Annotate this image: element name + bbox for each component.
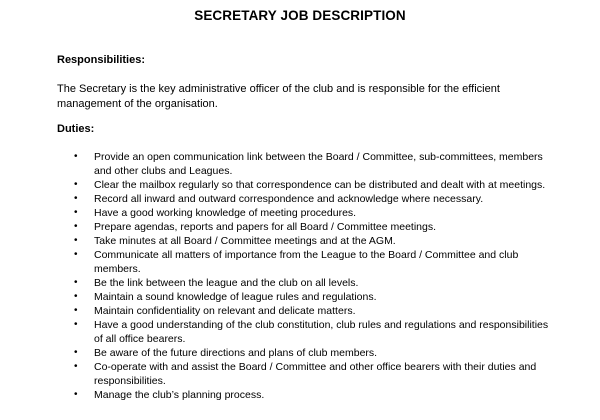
duty-text: Be the link between the league and the club on all levels. [94, 277, 359, 289]
duty-item [0, 192, 600, 206]
duty-text: Prepare agendas, reports and papers for all Board / Committee meetings. [94, 221, 437, 233]
bullet-icon: • [74, 319, 78, 330]
responsibilities-paragraph: The Secretary is the key administrative officer of the club and is responsible for the efficient management of the organisation. [57, 83, 500, 110]
duty-item [0, 318, 600, 346]
bullet-icon: • [74, 277, 78, 288]
duty-item [0, 248, 600, 276]
duty-text: Have a good working knowledge of meeting procedures. [94, 207, 357, 219]
duty-text: Maintain a sound knowledge of league rules and regulations. [94, 291, 377, 303]
duty-text: Manage the club’s planning process. [94, 389, 265, 401]
duty-text: Take minutes at all Board / Committee meetings and at the AGM. [94, 235, 396, 247]
duty-text: Be aware of the future directions and plans of club members. [94, 347, 378, 359]
duty-text: Have a good understanding of the club constitution, club rules and regulations and responsibilities of all office bearers. [94, 319, 549, 345]
duty-text: Provide an open communication link between the Board / Committee, sub-committees, members and other clubs and Leagues. [94, 151, 543, 177]
bullet-icon: • [74, 347, 78, 358]
bullet-icon: • [74, 305, 78, 316]
duty-item [0, 304, 600, 318]
duty-item [0, 388, 600, 402]
duty-text: Maintain confidentiality on relevant and delicate matters. [94, 305, 356, 317]
bullet-icon: • [74, 193, 78, 204]
bullet-icon: • [74, 389, 78, 400]
document-title: SECRETARY JOB DESCRIPTION [194, 8, 406, 23]
duties-heading: Duties: [57, 123, 95, 135]
duty-item [0, 234, 600, 248]
duty-text: Communicate all matters of importance from the League to the Board / Committee and club members. [94, 249, 519, 275]
duties-list [0, 150, 600, 402]
duty-item [0, 346, 600, 360]
duty-item [0, 276, 600, 290]
duty-item [0, 178, 600, 192]
duty-item [0, 206, 600, 220]
bullet-icon: • [74, 221, 78, 232]
bullet-icon: • [74, 179, 78, 190]
duty-text: Record all inward and outward correspondence and acknowledge where necessary. [94, 193, 484, 205]
bullet-icon: • [74, 291, 78, 302]
bullet-icon: • [74, 361, 78, 372]
responsibilities-heading: Responsibilities: [57, 54, 146, 66]
bullet-icon: • [74, 207, 78, 218]
bullet-icon: • [74, 151, 78, 162]
duty-item [0, 290, 600, 304]
bullet-icon: • [74, 249, 78, 260]
duty-item [0, 150, 600, 178]
duty-text: Co-operate with and assist the Board / Committee and other office bearers with their duties and responsibilities. [94, 361, 537, 387]
duty-text: Clear the mailbox regularly so that correspondence can be distributed and dealt with at meetings. [94, 179, 546, 191]
bullet-icon: • [74, 235, 78, 246]
duty-item [0, 220, 600, 234]
duty-item [0, 360, 600, 388]
